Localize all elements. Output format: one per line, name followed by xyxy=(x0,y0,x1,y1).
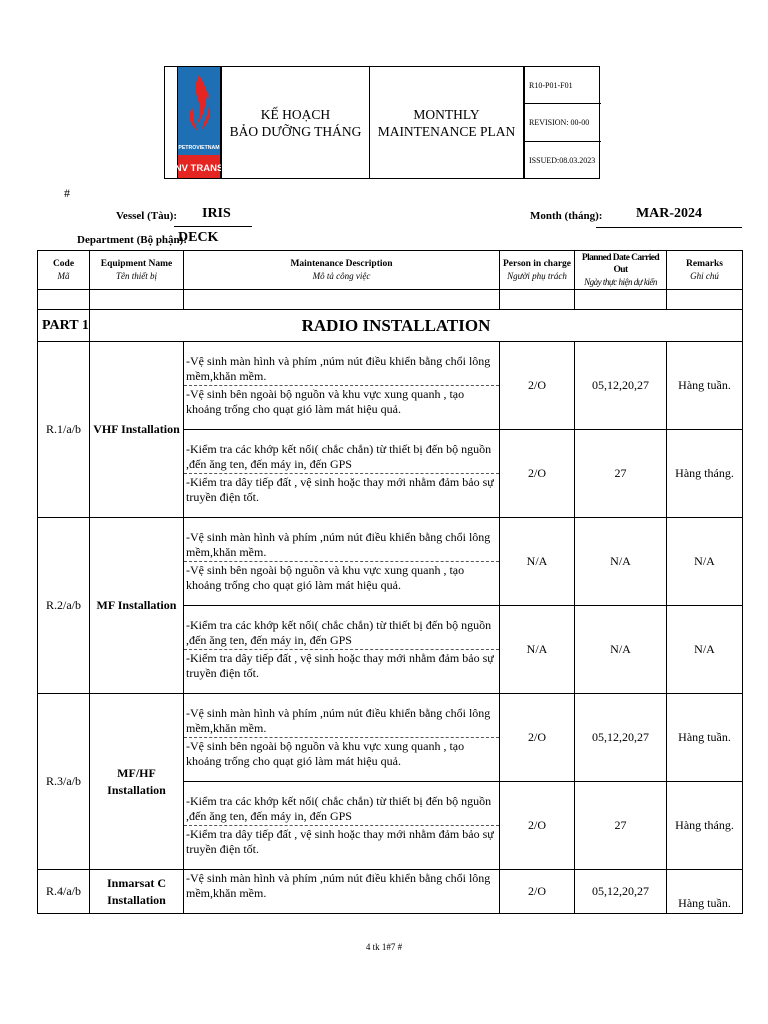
row-equipment: MF Installation xyxy=(90,518,184,694)
task-description: -Vệ sinh màn hình và phím ,núm nút điều khiển bằng chổi lông mềm,khăn mềm. xyxy=(186,530,491,559)
month-value: MAR-2024 xyxy=(596,206,742,228)
row-code: R.2/a/b xyxy=(38,518,90,694)
hash-mark: # xyxy=(64,186,70,200)
person-in-charge: 2/O xyxy=(500,782,575,870)
remark: Hàng tuần. xyxy=(667,694,743,782)
document-header xyxy=(164,66,600,179)
task-description: -Vệ sinh bên ngoài bộ nguồn và khu vực xung quanh , tạo khoảng trống cho quạt gió làm mát hiệu quả. xyxy=(184,385,499,418)
issued-date: ISSUED:08.03.2023 xyxy=(524,142,601,178)
person-in-charge: N/A xyxy=(500,606,575,694)
row-equipment: Inmarsat C Installation xyxy=(90,870,184,914)
planned-date: 05,12,20,27 xyxy=(575,342,667,430)
part-label: PART 1 xyxy=(38,310,90,342)
remark: N/A xyxy=(667,518,743,606)
planned-date: N/A xyxy=(575,518,667,606)
task-description: -Vệ sinh bên ngoài bộ nguồn và khu vực xung quanh , tạo khoảng trống cho quạt gió làm mát hiệu quả. xyxy=(184,561,499,594)
person-in-charge: 2/O xyxy=(500,430,575,518)
table-row xyxy=(38,342,743,430)
col-planned-date: Planned Date Carried Out Ngày thực hiện dự kiến xyxy=(575,251,667,290)
petrovietnam-logo-icon xyxy=(174,67,224,178)
col-code: Code Mã xyxy=(38,251,90,290)
row-equipment: VHF Installation xyxy=(90,342,184,518)
table-row xyxy=(38,870,743,914)
task-description: -Vệ sinh màn hình và phím ,núm nút điều khiển bằng chổi lông mềm,khăn mềm. xyxy=(186,354,491,383)
vessel-value: IRIS xyxy=(174,206,252,227)
task-description: -Kiểm tra dây tiếp đất , vệ sinh hoặc thay mới nhằm đảm bảo sự truyền điện tốt. xyxy=(184,825,499,858)
remark: Hàng tháng. xyxy=(667,430,743,518)
row-code: R.4/a/b xyxy=(38,870,90,914)
row-code: R.1/a/b xyxy=(38,342,90,518)
page-footer: 4 tk 1#7 # xyxy=(365,942,403,952)
title-vi-line1: KẾ HOẠCH xyxy=(260,106,331,122)
remark: Hàng tuần. xyxy=(667,342,743,430)
col-description: Maintenance Description Mô tả công việc xyxy=(184,251,500,290)
title-en-line1: MONTHLY xyxy=(413,106,480,122)
planned-date: N/A xyxy=(575,606,667,694)
table-row xyxy=(38,518,743,606)
row-code: R.3/a/b xyxy=(38,694,90,870)
task-description: -Kiểm tra dây tiếp đất , vệ sinh hoặc thay mới nhằm đảm bảo sự truyền điện tốt. xyxy=(184,473,499,506)
vessel-label: Vessel (Tàu): xyxy=(116,210,178,222)
task-description: -Kiểm tra các khớp kết nối( chắc chắn) từ thiết bị đến bộ nguồn ,đến ăng ten, đến máy in, đến GPS xyxy=(186,618,492,647)
table-row xyxy=(38,694,743,782)
remark: N/A xyxy=(667,606,743,694)
title-en-line2: MAINTENANCE PLAN xyxy=(377,123,516,139)
person-in-charge: N/A xyxy=(500,518,575,606)
department-value: DECK xyxy=(178,230,219,245)
revision: REVISION: 00-00 xyxy=(524,104,601,142)
company-logo xyxy=(174,67,224,178)
logo-name-text: NV TRANS xyxy=(174,163,224,174)
task-description: -Vệ sinh màn hình và phím ,núm nút điều khiển bằng chổi lông mềm,khăn mềm. xyxy=(186,706,491,735)
title-vietnamese xyxy=(221,67,370,178)
col-person: Person in charge Người phụ trách xyxy=(500,251,575,290)
month-label: Month (tháng): xyxy=(530,210,603,222)
part-title: RADIO INSTALLATION xyxy=(90,310,743,342)
task-description: -Kiểm tra các khớp kết nối( chắc chắn) từ thiết bị đến bộ nguồn ,đến ăng ten, đến máy in, đến GPS xyxy=(186,442,492,471)
task-description: -Vệ sinh bên ngoài bộ nguồn và khu vực xung quanh , tạo khoảng trống cho quạt gió làm mát hiệu quả. xyxy=(184,737,499,770)
person-in-charge: 2/O xyxy=(500,694,575,782)
logo-brand-text: PETROVIETNAM xyxy=(178,145,220,151)
department-label: Department (Bộ phận): xyxy=(77,234,187,246)
title-english xyxy=(370,67,524,178)
planned-date: 27 xyxy=(575,782,667,870)
person-in-charge: 2/O xyxy=(500,342,575,430)
planned-date: 27 xyxy=(575,430,667,518)
task-description: -Kiểm tra các khớp kết nối( chắc chắn) từ thiết bị đến bộ nguồn ,đến ăng ten, đến máy in, đến GPS xyxy=(186,794,492,823)
row-equipment: MF/HF Installation xyxy=(90,694,184,870)
remark: Hàng tuần. xyxy=(667,870,743,914)
table-header-row xyxy=(38,251,743,290)
remark: Hàng tháng. xyxy=(667,782,743,870)
empty-row xyxy=(38,290,743,310)
col-equipment: Equipment Name Tên thiết bị xyxy=(90,251,184,290)
title-vi-line2: BẢO DƯỠNG THÁNG xyxy=(229,123,362,139)
task-description: -Vệ sinh màn hình và phím ,núm nút điều khiển bằng chổi lông mềm,khăn mềm. xyxy=(186,871,491,900)
maintenance-table xyxy=(37,250,743,914)
person-in-charge: 2/O xyxy=(500,870,575,914)
task-description: -Kiểm tra dây tiếp đất , vệ sinh hoặc thay mới nhằm đảm bảo sự truyền điện tốt. xyxy=(184,649,499,682)
planned-date: 05,12,20,27 xyxy=(575,694,667,782)
planned-date: 05,12,20,27 xyxy=(575,870,667,914)
col-remarks: Remarks Ghi chú xyxy=(667,251,743,290)
doc-code: R10-P01-F01 xyxy=(524,67,601,104)
part-row xyxy=(38,310,743,342)
